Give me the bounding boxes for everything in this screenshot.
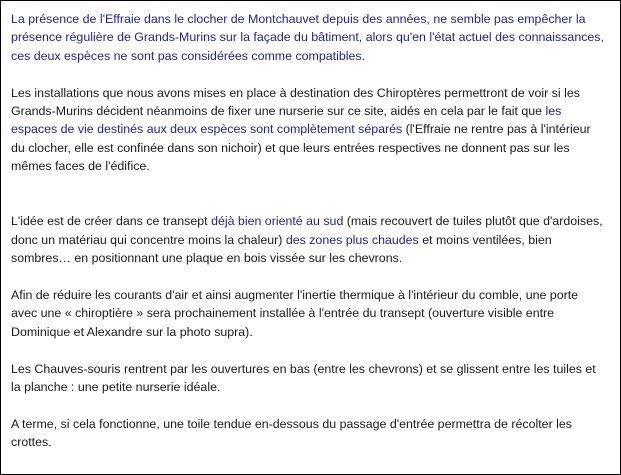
document-body xyxy=(11,10,605,452)
spacer xyxy=(11,341,605,359)
installations-text-1: Les installations que nous avons mises en place à destination des Chiroptères permettront de voir si les Grands-Murins décident néanmoins de fixer une nurserie sur ce site, aidés en cela par le fait que xyxy=(11,85,580,119)
spacer xyxy=(11,268,605,286)
spacer xyxy=(11,65,605,83)
transept-paragraph xyxy=(11,212,605,267)
separated-spaces-highlight: les espaces de vie destinés aux deux espèces sont complètement séparés xyxy=(11,104,562,137)
bats-entry-paragraph: Les Chauves-souris rentrent par les ouvertures en bas (entre les chevrons) et se glissent entre les tuiles et la planche : une petite nurserie idéale. xyxy=(11,361,596,395)
installations-text-2: (l'Effraie ne rentre pas à l'intérieur du clocher, elle est confinée dans son nichoir) et que leurs entrées respectives ne donnent pas sur les mêmes faces de l'édifice. xyxy=(11,122,591,174)
warmer-zones-highlight: des zones plus chaudes xyxy=(285,232,419,247)
droppings-paragraph: A terme, si cela fonctionne, une toile tendue en-dessous du passage d'entrée permettra de récolter les crottes. xyxy=(11,416,572,450)
spacer xyxy=(11,176,605,213)
transept-text-1: L'idée est de créer dans ce transept xyxy=(11,214,212,229)
spacer xyxy=(11,396,605,414)
installations-paragraph xyxy=(11,84,605,176)
south-orientation-highlight: déjà bien orienté au sud xyxy=(211,214,344,229)
intro-paragraph: La présence de l'Effraie dans le clocher de Montchauvet depuis des années, ne semble pas empêcher la présence régulière de Grands-Murins sur la façade du bâtiment, alors qu'en l'état actuel des connaissances, ces deux espèces ne sont pas considérées comme compatibles. xyxy=(11,12,604,63)
transept-text-3: et moins ventilées, bien sombres… en positionnant une plaque en bois vissée sur les chevrons. xyxy=(11,232,552,266)
transept-text-2: (mais recouvert de tuiles plutôt que d'ardoises, donc un matériau qui concentre moins la chaleur) xyxy=(11,214,603,247)
draft-paragraph: Afin de réduire les courants d'air et ainsi augmenter l'inertie thermique à l'intérieur du comble, une porte avec une « chiroptière » sera prochainement installée à l'entrée du transept (ouverture visible entre Dominique et Alexandre sur la photo supra). xyxy=(11,288,579,339)
